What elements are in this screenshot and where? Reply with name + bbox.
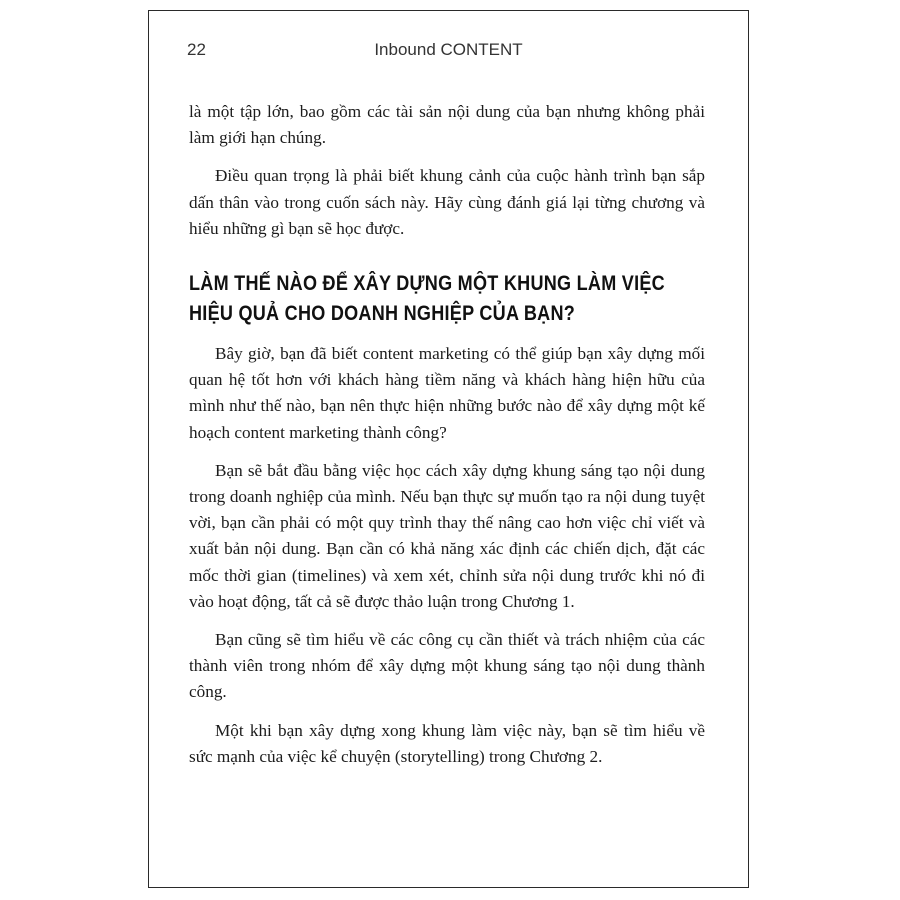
paragraph-continued: là một tập lớn, bao gồm các tài sản nội dung của bạn nhưng không phải làm giới hạn chúng. [189,102,705,148]
running-head [149,11,748,91]
paragraph: Bạn sẽ bắt đầu bằng việc học cách xây dựng khung sáng tạo nội dung trong doanh nghiệp của mình. Nếu bạn thực sự muốn tạo ra nội dung tuyệt vời, bạn cần phải có một quy trình thay thế nâng cao hơn việc chỉ viết và xuất bản nội dung. Bạn cần có khả năng xác định các chiến dịch, đặt các mốc thời gian (timelines) và xem xét, chỉnh sửa nội dung trước khi nó đi vào hoạt động, tất cả sẽ được thảo luận trong Chương 1. [189,460,705,611]
book-page [148,10,749,888]
page-body [189,99,705,782]
section-heading: LÀM THẾ NÀO ĐỂ XÂY DỰNG MỘT KHUNG LÀM VIỆC HIỆU QUẢ CHO DOANH NGHIỆP CỦA BẠN? [189,272,665,326]
page-number: 22 [187,40,206,59]
paragraph: Một khi bạn xây dựng xong khung làm việc này, bạn sẽ tìm hiểu về sức mạnh của việc kể chuyện (storytelling) trong Chương 2. [189,720,705,766]
paragraph: Bây giờ, bạn đã biết content marketing có thể giúp bạn xây dựng mối quan hệ tốt hơn với khách hàng tiềm năng và khách hàng hiện hữu của mình như thế nào, bạn nên thực hiện những bước nào để xây dựng một kế hoạch content marketing thành công? [189,344,705,442]
paragraph: Bạn cũng sẽ tìm hiểu về các công cụ cần thiết và trách nhiệm của các thành viên trong nhóm để xây dựng một khung sáng tạo nội dung thành công. [189,630,705,702]
paragraph: Điều quan trọng là phải biết khung cảnh của cuộc hành trình bạn sắp dấn thân vào trong cuốn sách này. Hãy cùng đánh giá lại từng chương và hiểu những gì bạn sẽ học được. [189,166,705,238]
book-title: Inbound CONTENT [374,40,523,59]
